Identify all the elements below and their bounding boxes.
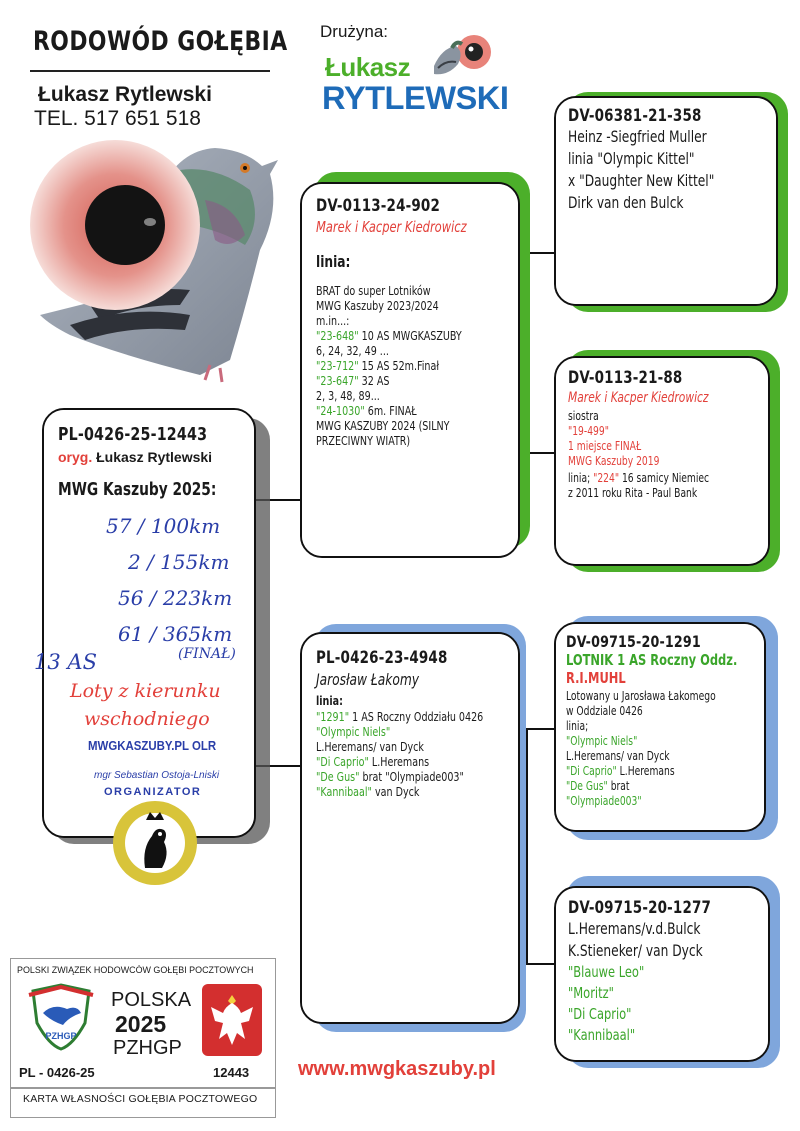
ds-row: [566, 764, 726, 779]
ds-line-3: linia;: [566, 719, 589, 733]
dam-description: [316, 709, 504, 799]
page-title: RODOWÓD GOŁĘBIA: [33, 26, 288, 57]
sire-card: [300, 182, 520, 558]
dam-text: 1 AS Roczny Oddziału 0426: [349, 709, 484, 724]
dam-ref: "1291": [316, 709, 350, 724]
connector-sire-sd: [526, 452, 556, 454]
ds-row: [566, 749, 726, 764]
dd-line: "Blauwe Leo": [568, 963, 645, 981]
sd-line-2: "19-499": [568, 424, 609, 438]
card-ring-right: 12443: [213, 1065, 250, 1080]
dam-row: [316, 709, 484, 724]
ds-card: [554, 622, 766, 832]
as-count: 13 AS: [34, 650, 97, 674]
stamp-name: mgr Sebastian Ostoja-Lniski: [94, 770, 220, 781]
sire-result-text: 6, 24, 32, 49 ...: [316, 343, 389, 358]
dam-text: van Dyck: [371, 784, 420, 799]
ss-line-2: linia "Olympic Kittel": [568, 149, 695, 168]
pzhgp-emblem-text: PZHGP: [45, 1031, 77, 1041]
dd-line: "Di Caprio": [568, 1005, 632, 1023]
orig-name: Łukasz Rytlewski: [96, 449, 213, 465]
stamp-role: ORGANIZATOR: [104, 786, 202, 798]
result-3: 56 / 223km: [118, 586, 233, 610]
sire-text-line: m.in...:: [316, 313, 350, 328]
main-ring: PL-0426-25-12443: [58, 424, 208, 445]
card-union: POLSKI ZWIĄZEK HODOWCÓW GOŁĘBI POCZTOWYCH: [17, 965, 254, 976]
sire-result-row: [316, 328, 476, 343]
pzhgp-emblem-icon: [23, 983, 99, 1053]
dam-ref: "Di Caprio": [316, 754, 369, 769]
sire-result-row: [316, 403, 476, 418]
direction-line-1: Loty z kierunku: [70, 680, 221, 702]
dam-ref: "Olympic Niels": [316, 724, 391, 739]
sire-ring: DV-0113-24-902: [316, 196, 441, 216]
ds-ref: "De Gus": [566, 779, 608, 793]
sire-result-row: [316, 388, 476, 403]
ds-title-2: R.I.MUHL: [566, 669, 626, 687]
dd-card: [554, 886, 770, 1062]
sire-result-text: 2, 3, 48, 89...: [316, 388, 380, 403]
ds-line-2: w Oddziale 0426: [566, 704, 643, 718]
organizer-seal-icon: [110, 798, 200, 888]
sd-card: [554, 356, 770, 566]
dam-ref: "De Gus": [316, 769, 360, 784]
sd-line-6: z 2011 roku Rita - Paul Bank: [568, 486, 698, 500]
ss-line-4: Dirk van den Bulck: [568, 193, 684, 212]
sire-text-line: BRAT do super Lotników: [316, 283, 431, 298]
ss-line-1: Heinz -Siegfried Muller: [568, 127, 707, 146]
result-final: (FINAŁ): [178, 646, 236, 662]
sire-result-text: PRZECIWNY WIATR): [316, 433, 411, 448]
ds-ref: "Di Caprio": [566, 764, 617, 778]
pigeon-eye-photo: [30, 130, 290, 395]
sd-line-1: siostra: [568, 409, 599, 423]
direction-line-2: wschodniego: [84, 708, 210, 730]
ds-text: L.Heremans: [616, 764, 675, 778]
sd-breeder: Marek i Kacper Kiedrowicz: [568, 390, 709, 406]
ds-line-1: Lotowany u Jarosława Łakomego: [566, 689, 716, 703]
dam-linia: linia:: [316, 693, 343, 708]
sd-line-3: 1 miejsce FINAŁ: [568, 439, 642, 453]
ds-text: L.Heremans/ van Dyck: [566, 749, 670, 763]
ds-ring: DV-09715-20-1291: [566, 632, 701, 651]
card-year: 2025: [115, 1011, 167, 1037]
sire-text-line: MWG Kaszuby 2023/2024: [316, 298, 439, 313]
sire-result-text: MWG KASZUBY 2024 (SILNY: [316, 418, 450, 433]
dam-ring: PL-0426-23-4948: [316, 648, 448, 668]
dd-line: "Moritz": [568, 984, 614, 1002]
sire-breeder: Marek i Kacper Kiedrowicz: [316, 218, 467, 236]
team-logo-first: Łukasz: [325, 52, 411, 82]
website-link[interactable]: www.mwgkaszuby.pl: [298, 1058, 496, 1080]
ss-line-3: x "Daughter New Kittel": [568, 171, 715, 190]
dd-line-1: L.Heremans/v.d.Bulck: [568, 919, 701, 938]
sire-result-text: 32 AS: [358, 373, 390, 388]
sd-ring: DV-0113-21-88: [568, 368, 683, 388]
team-logo-last: RYTLEWSKI: [322, 80, 509, 116]
card-divider: [11, 1087, 275, 1089]
ds-description: [566, 734, 754, 809]
ownership-card: [10, 958, 276, 1118]
connector-dam-dd: [526, 963, 554, 965]
ds-title: LOTNIK 1 AS Roczny Oddz.: [566, 651, 738, 669]
owner-name: Łukasz Rytlewski: [38, 83, 212, 106]
sire-result-ref: "23-647": [316, 373, 359, 388]
ds-ref: "Olympic Niels": [566, 734, 638, 748]
connector-dam-ds: [526, 728, 554, 730]
dam-row: [316, 724, 476, 739]
sire-result-text: 15 AS 52m.Finał: [358, 358, 440, 373]
card-ring-left: PL - 0426-25: [19, 1065, 95, 1080]
ds-ref: "Olympiade003": [566, 794, 642, 808]
owner-phone: TEL. 517 651 518: [34, 107, 201, 130]
dam-row: [316, 739, 476, 754]
sire-linia: linia:: [316, 252, 351, 271]
dam-card: [300, 632, 520, 1024]
ds-row: [566, 779, 726, 794]
sire-result-ref: "24-1030": [316, 403, 365, 418]
connector-sire-ss: [526, 252, 556, 254]
sire-result-row: [316, 358, 476, 373]
card-footer: KARTA WŁASNOŚCI GOŁĘBIA POCZTOWEGO: [23, 1093, 258, 1105]
sd-line-5c: 16 samicy Niemiec: [619, 471, 710, 485]
dam-row: [316, 769, 476, 784]
result-4: 61 / 365km: [118, 622, 233, 646]
ss-card: [554, 96, 778, 306]
dam-text: L.Heremans/ van Dyck: [316, 739, 424, 754]
sire-result-ref: "23-712": [316, 358, 359, 373]
orig-prefix: oryg.: [58, 449, 93, 465]
title-underline: [30, 70, 270, 72]
stamp-org: MWGKASZUBY.PL OLR: [88, 738, 217, 753]
connector-dam-vertical: [526, 728, 528, 965]
dd-ring: DV-09715-20-1277: [568, 898, 712, 918]
result-2: 2 / 155km: [128, 550, 230, 574]
card-country: POLSKA: [111, 989, 192, 1011]
dd-line-2: K.Stieneker/ van Dyck: [568, 941, 703, 960]
team-label: Drużyna:: [320, 22, 389, 41]
sire-result-row: [316, 373, 476, 388]
dd-line: "Kannibaal": [568, 1026, 636, 1044]
dam-text: brat "Olympiade003": [359, 769, 464, 784]
result-1: 57 / 100km: [106, 514, 221, 538]
team-logo-pigeon-icon: [428, 30, 494, 82]
sd-line-5b: "224": [593, 471, 620, 485]
card-org: PZHGP: [113, 1037, 182, 1059]
sire-result-row: [316, 418, 476, 433]
sire-result-ref: "23-648": [316, 328, 359, 343]
dd-description: [568, 962, 756, 1046]
dam-breeder: Jarosław Łakomy: [316, 670, 419, 689]
polish-eagle-icon: [201, 983, 263, 1057]
sire-result-row: [316, 433, 476, 448]
sire-result-row: [316, 343, 476, 358]
sire-result-text: 10 AS MWGKASZUBY: [358, 328, 462, 343]
sire-description: [316, 283, 504, 448]
ds-text: brat: [607, 779, 630, 793]
dam-row: [316, 754, 476, 769]
dam-row: [316, 784, 476, 799]
sd-line-5a: linia;: [568, 471, 594, 485]
event-name: MWG Kaszuby 2025:: [58, 479, 217, 500]
dam-ref: "Kannibaal": [316, 784, 372, 799]
dam-text: L.Heremans: [368, 754, 430, 769]
sire-result-text: 6m. FINAŁ: [364, 403, 417, 418]
ds-row: [566, 734, 726, 749]
sd-line-4: MWG Kaszuby 2019: [568, 454, 660, 468]
ss-ring: DV-06381-21-358: [568, 106, 702, 126]
ds-row: [566, 794, 726, 809]
